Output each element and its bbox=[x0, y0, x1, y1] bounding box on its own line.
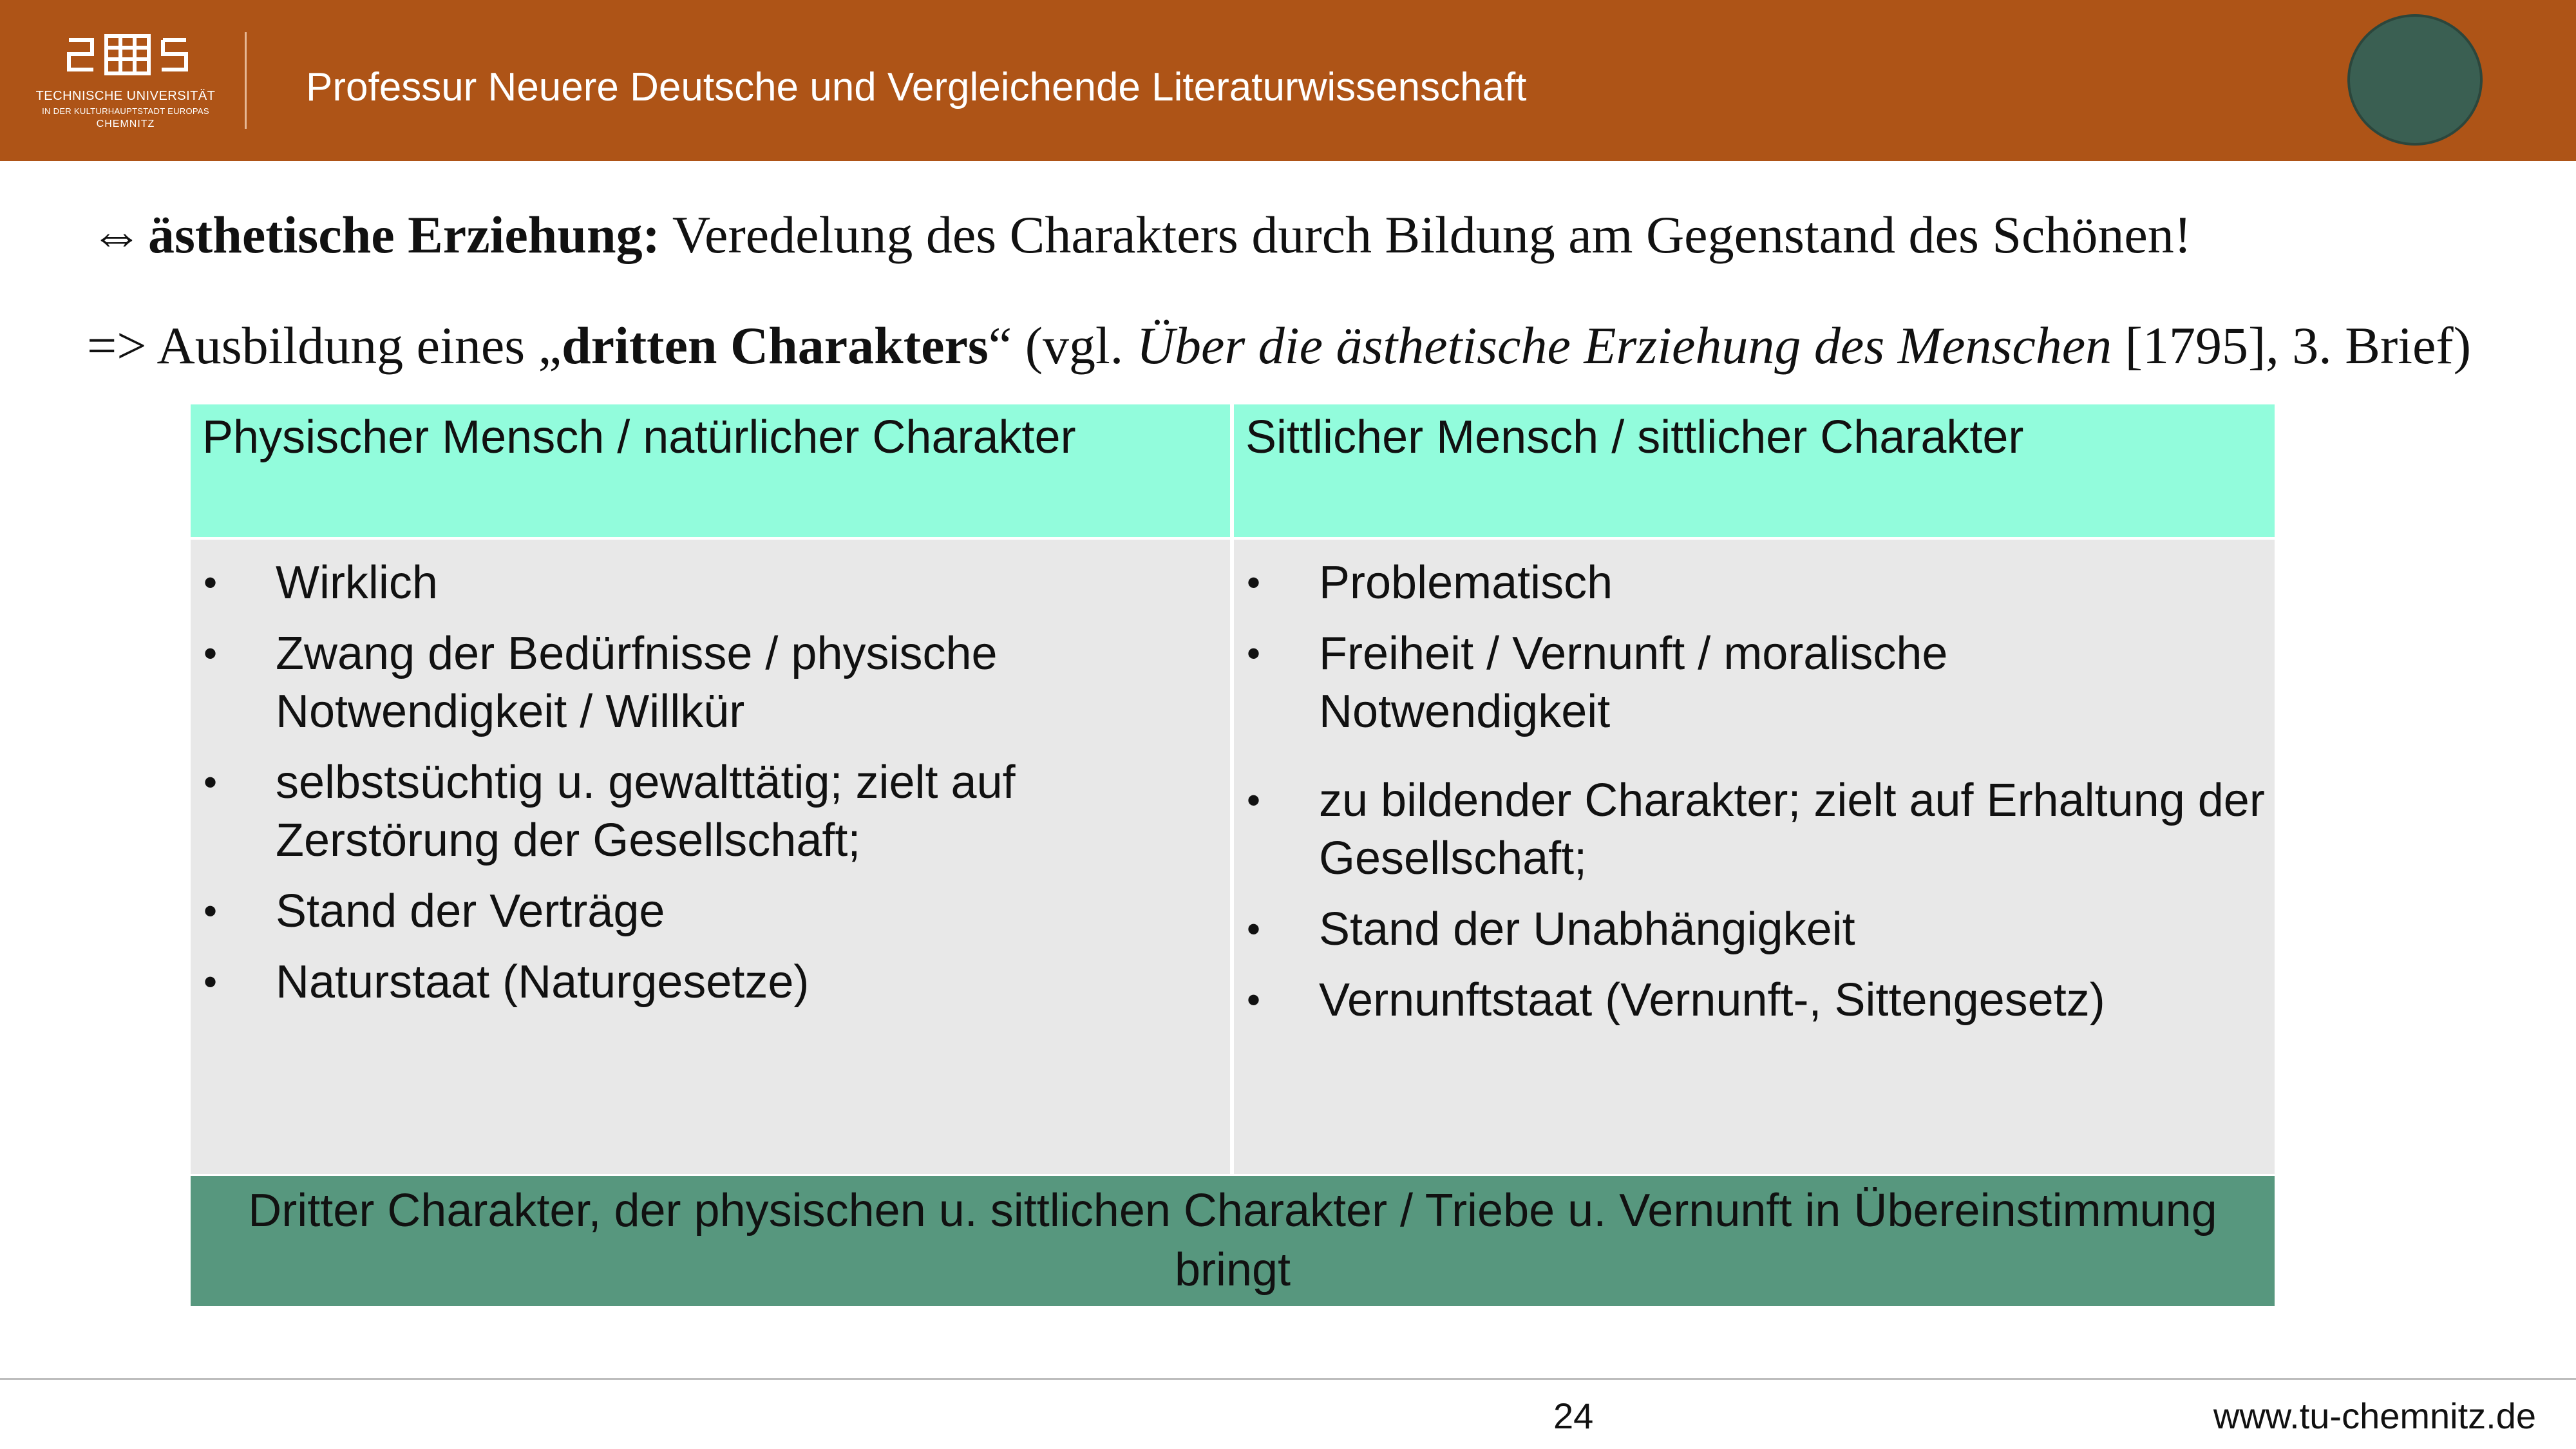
list-item-text: Problematisch bbox=[1319, 557, 1613, 609]
table-header-right bbox=[1234, 404, 2275, 537]
header-title: Professur Neuere Deutsche und Vergleichende Literaturwissenschaft bbox=[306, 65, 1527, 109]
list-item-text: Zwang der Bedürfnisse / physische Notwendigkeit / Willkür bbox=[276, 628, 998, 737]
logo-text-line-2: IN DER KULTURHAUPTSTADT EUROPAS bbox=[42, 106, 209, 116]
list-item bbox=[191, 882, 1230, 940]
table-header-left bbox=[191, 404, 1230, 537]
footer-divider bbox=[0, 1378, 2576, 1380]
line2-post: “ (vgl. bbox=[988, 316, 1137, 375]
list-item-text: Stand der Unabhängigkeit bbox=[1319, 904, 1855, 955]
list-item-text: Vernunftstaat (Vernunft-, Sittengesetz) bbox=[1319, 974, 2105, 1026]
bullet-icon: • bbox=[1247, 561, 1261, 604]
bullet-icon: • bbox=[1247, 779, 1261, 822]
table-header-left-label: Physischer Mensch / natürlicher Charakter bbox=[202, 412, 1076, 463]
bullet-icon: • bbox=[204, 561, 218, 604]
list-item bbox=[1234, 971, 2275, 1029]
line2-pre: Ausbildung eines „ bbox=[146, 316, 562, 375]
list-item-text: Wirklich bbox=[276, 557, 438, 609]
list-item-text: zu bildender Charakter; zielt auf Erhaltung der Gesellschaft; bbox=[1319, 775, 2265, 884]
list-item-text: Stand der Verträge bbox=[276, 886, 665, 937]
statement-line-1 bbox=[90, 205, 2192, 265]
statement-bold-term: ästhetische Erziehung: bbox=[148, 205, 660, 264]
table-header-right-label: Sittlicher Mensch / sittlicher Charakter bbox=[1245, 412, 2024, 463]
bullet-icon: • bbox=[1247, 632, 1261, 675]
logo-text-line-3: CHEMNITZ bbox=[96, 118, 155, 129]
list-item bbox=[191, 625, 1074, 741]
right-bullet-list bbox=[1234, 554, 2275, 1029]
list-item bbox=[191, 753, 1158, 869]
header-bar bbox=[0, 0, 2576, 161]
logo-text-line-1: TECHNISCHE UNIVERSITÄT bbox=[35, 89, 216, 103]
website-url: www.tu-chemnitz.de bbox=[2213, 1396, 2536, 1436]
list-item-text: Naturstaat (Naturgesetze) bbox=[276, 956, 810, 1008]
bullet-icon: • bbox=[204, 889, 218, 933]
list-item bbox=[1234, 900, 2275, 958]
table-footer-text: Dritter Charakter, der physischen u. sittlichen Charakter / Triebe u. Vernunft in Übereinstimmung bringt bbox=[248, 1185, 2217, 1296]
bullet-icon: • bbox=[204, 632, 218, 675]
header-circle-decoration bbox=[2347, 14, 2483, 146]
bullet-icon: • bbox=[1247, 978, 1261, 1021]
line2-italic-title: Über die ästhetische Erziehung des Menschen bbox=[1136, 316, 2112, 375]
line2-end: [1795], 3. Brief) bbox=[2112, 316, 2472, 375]
list-item bbox=[191, 953, 1230, 1011]
statement-line-2 bbox=[87, 316, 2471, 376]
list-item bbox=[191, 554, 1230, 612]
list-item-text: Freiheit / Vernunft / moralische Notwendigkeit bbox=[1319, 628, 1948, 737]
implication-arrow: => bbox=[87, 316, 147, 375]
header-divider bbox=[245, 32, 247, 129]
line2-bold: dritten Charakters bbox=[562, 316, 989, 375]
bullet-icon: • bbox=[204, 960, 218, 1003]
page-number: 24 bbox=[1553, 1396, 1594, 1436]
list-item bbox=[1234, 625, 2092, 741]
bullet-icon: • bbox=[1247, 907, 1261, 951]
list-item bbox=[1234, 772, 2298, 887]
table-body-left bbox=[191, 540, 1230, 1174]
bullet-icon: • bbox=[204, 761, 218, 804]
statement-text: Veredelung des Charakters durch Bildung am Gegenstand des Schönen! bbox=[659, 205, 2192, 264]
university-logo-icon bbox=[66, 31, 189, 77]
left-bullet-list bbox=[191, 554, 1230, 1011]
list-item bbox=[1234, 554, 2275, 612]
table-body-right bbox=[1234, 540, 2275, 1174]
list-item-text: selbstsüchtig u. gewalttätig; zielt auf Zerstörung der Gesellschaft; bbox=[276, 757, 1016, 866]
comparison-table bbox=[191, 404, 2275, 1306]
equivalence-arrow-icon: ⇔ bbox=[90, 205, 143, 264]
university-logo bbox=[35, 31, 216, 134]
table-footer-row bbox=[191, 1176, 2275, 1306]
